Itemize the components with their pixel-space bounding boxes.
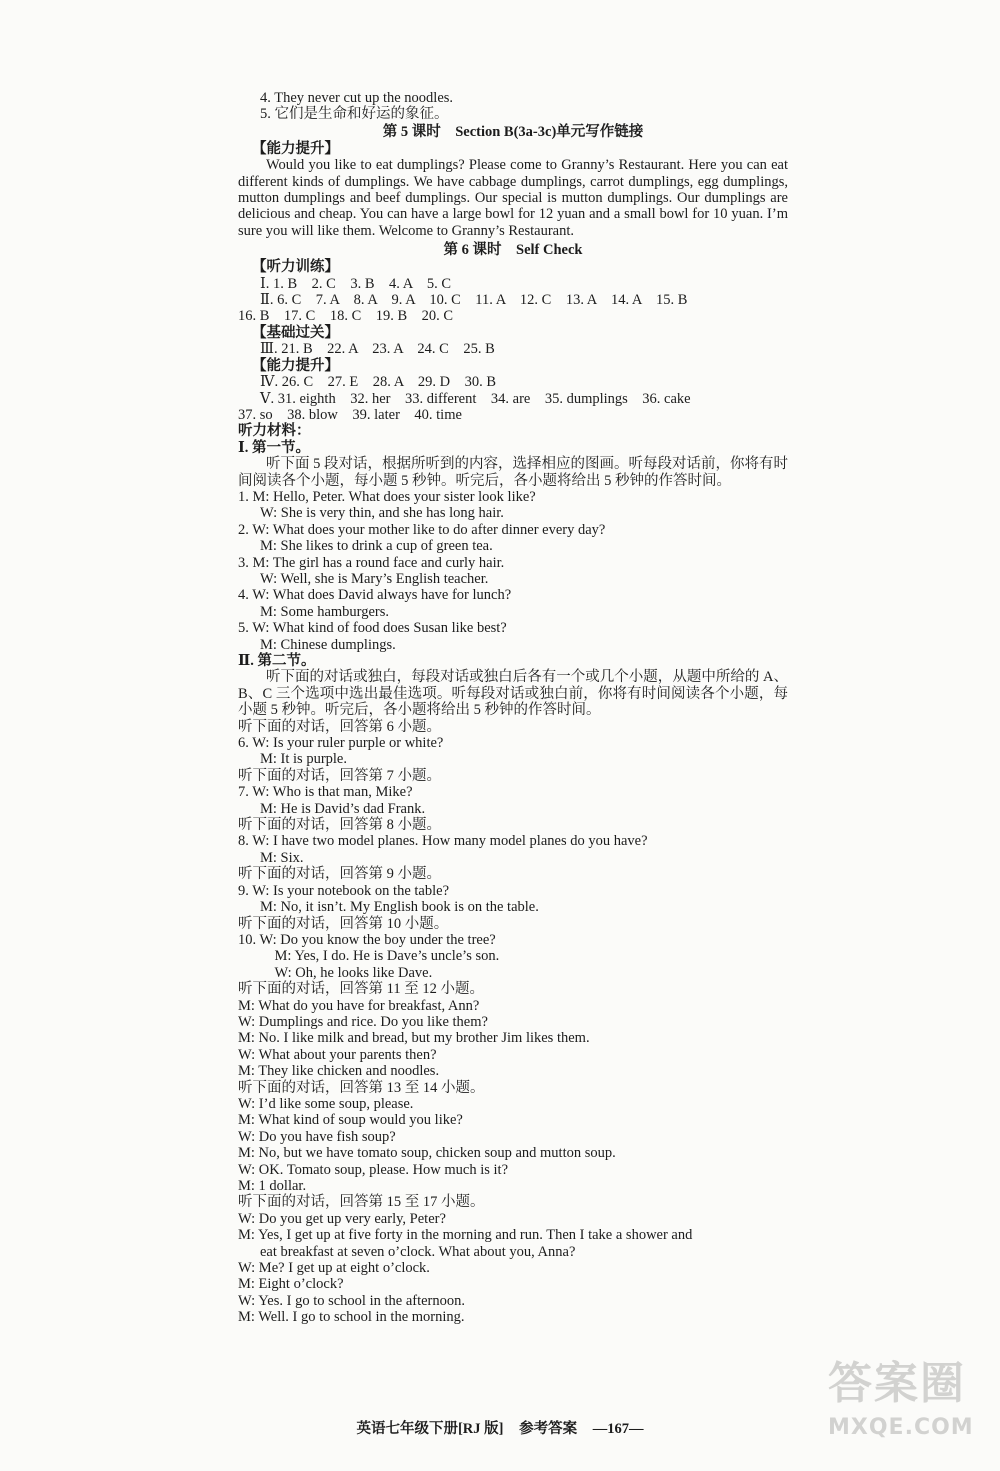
dialogue-line: M: No, but we have tomato soup, chicken soup and mutton soup. xyxy=(238,1145,616,1162)
dialogue-line: 1. M: Hello, Peter. What does your sister look like? xyxy=(238,488,536,505)
dialogue-line: 8. W: I have two model planes. How many model planes do you have? xyxy=(238,833,648,850)
dialogue-line: M: They like chicken and noodles. xyxy=(238,1063,440,1080)
lesson5-title: 第 5 课时 Section B(3a-3c)单元写作链接 xyxy=(382,123,644,140)
section1-label: Ⅰ. 第一节。 xyxy=(238,439,311,456)
dialogue-line: M: 1 dollar. xyxy=(238,1178,307,1194)
dialogue-line: M: Some hamburgers. xyxy=(260,603,390,620)
dialogue-line: W: Me? I get up at eight o’clock. xyxy=(238,1260,430,1277)
dialogue-line: 听下面的对话，回答第 9 小题。 xyxy=(238,866,441,883)
dialogue-line: W: OK. Tomato soup, please. How much is it? xyxy=(238,1161,509,1178)
answer-row-2a: Ⅱ. 6. C 7. A 8. A 9. A 10. C 11. A 12. C 13. A 14. A 15. B xyxy=(260,292,688,309)
dialogue-line: 听下面的对话，回答第 6 小题。 xyxy=(238,718,441,735)
watermark-line2: MXQE.COM xyxy=(828,1415,974,1440)
dialogue-line: W: Yes. I go to school in the afternoon. xyxy=(238,1292,466,1309)
watermark-logo xyxy=(828,1347,978,1457)
footer-page-number: —167— xyxy=(592,1421,644,1437)
dialogue-line: eat breakfast at seven o’clock. What about you, Anna? xyxy=(260,1243,576,1260)
ability-tag: 【能力提升】 xyxy=(252,140,339,157)
basic-tag: 【基础过关】 xyxy=(252,324,339,341)
section1-instructions: 听下面 5 段对话，根据所听到的内容，选择相应的图画。听每段对话前，你将有时间阅读各个小题，每小题 5 秒钟。听完后，各小题将给出 5 秒钟的作答时间。 xyxy=(238,456,788,489)
lesson5-essay: Would you like to eat dumplings? Please come to Granny’s Restaurant. Here you can eat different kinds of dumplings. We have cabbage dumplings, carrot dumplings, egg dumplings, mutton dumplings and beef dumplings. Our special is mutton dumplings. Our dumplings are delicious and cheap. You can have a large bowl for 12 yuan and a small bowl for 10 yuan. I’m sure you will like them. Welcome to Granny’s Restaurant. xyxy=(238,157,788,239)
dialogue-line: W: I’d like some soup, please. xyxy=(238,1095,414,1112)
dialogue-line: 9. W: Is your notebook on the table? xyxy=(238,882,450,899)
dialogue-line: 听下面的对话，回答第 13 至 14 小题。 xyxy=(238,1079,485,1096)
dialogue-line: 4. W: What does David always have for lunch? xyxy=(238,587,512,604)
dialogue-line: M: What do you have for breakfast, Ann? xyxy=(238,997,480,1014)
dialogue-line: 2. W: What does your mother like to do after dinner every day? xyxy=(238,521,606,538)
dialogue-line: W: Well, she is Mary’s English teacher. xyxy=(260,570,489,587)
section2-dialogues xyxy=(238,719,788,1326)
dialogue-line: M: Yes, I get up at five forty in the morning and run. Then I take a shower and xyxy=(238,1227,693,1244)
dialogue-line: W: Do you get up very early, Peter? xyxy=(238,1210,446,1227)
dialogue-line: 听下面的对话，回答第 11 至 12 小题。 xyxy=(238,981,484,998)
dialogue-line: M: Well. I go to school in the morning. xyxy=(238,1309,465,1326)
dialogue-line: W: She is very thin, and she has long hair. xyxy=(260,505,504,522)
dialogue-line: M: She likes to drink a cup of green tea. xyxy=(260,538,493,555)
dialogue-line: 7. W: Who is that man, Mike? xyxy=(238,784,413,801)
dialogue-line: M: No, it isn’t. My English book is on the table. xyxy=(260,899,539,916)
dialogue-line: M: Chinese dumplings. xyxy=(260,636,396,653)
dialogue-line: 10. W: Do you know the boy under the tree? xyxy=(238,931,496,948)
dialogue-line: M: It is purple. xyxy=(260,751,347,768)
dialogue-line: 5. W: What kind of food does Susan like best? xyxy=(238,620,507,637)
listening-material-label: 听力材料： xyxy=(238,423,311,440)
answer-row-5a: Ⅴ. 31. eighth 32. her 33. different 34. are 35. dumplings 36. cake xyxy=(260,390,691,407)
dialogue-line: 6. W: Is your ruler purple or white? xyxy=(238,735,444,752)
dialogue-line: 听下面的对话，回答第 15 至 17 小题。 xyxy=(238,1194,485,1211)
answer-row-1: Ⅰ. 1. B 2. C 3. B 4. A 5. C xyxy=(260,275,452,292)
dialogue-line: W: Oh, he looks like Dave. xyxy=(260,964,433,981)
watermark-line1: 答案圈 xyxy=(828,1358,966,1409)
page-content xyxy=(238,90,788,1326)
dialogue-line: W: Do you have fish soup? xyxy=(238,1128,396,1145)
dialogue-line: 听下面的对话，回答第 10 小题。 xyxy=(238,915,449,932)
ability-tag-2: 【能力提升】 xyxy=(252,357,339,374)
dialogue-line: 听下面的对话，回答第 8 小题。 xyxy=(238,817,441,834)
dialogue-line: W: What about your parents then? xyxy=(238,1046,437,1063)
answer-line: 5. 它们是生命和好运的象征。 xyxy=(260,106,449,123)
dialogue-line: 3. M: The girl has a round face and curly hair. xyxy=(238,554,505,571)
answer-row-3: Ⅲ. 21. B 22. A 23. A 24. C 25. B xyxy=(260,341,495,358)
section1-dialogues xyxy=(238,489,788,653)
answer-lines-top xyxy=(238,90,788,123)
answer-row-4: Ⅳ. 26. C 27. E 28. A 29. D 30. B xyxy=(260,374,497,391)
footer-book: 英语七年级下册[RJ 版] xyxy=(356,1421,504,1437)
dialogue-line: M: Six. xyxy=(260,849,304,866)
answer-row-2b: 16. B 17. C 18. C 19. B 20. C xyxy=(238,308,454,325)
answer-row-5b: 37. so 38. blow 39. later 40. time xyxy=(238,406,462,423)
footer-section: 参考答案 xyxy=(519,1421,578,1437)
dialogue-line: M: Eight o’clock? xyxy=(238,1276,344,1293)
lesson6-title: 第 6 课时 Self Check xyxy=(443,242,583,259)
dialogue-line: M: He is David’s dad Frank. xyxy=(260,800,426,817)
section2-instructions: 听下面的对话或独白，每段对话或独白后各有一个或几个小题，从题中所给的 A、B、C 三个选项中选出最佳选项。听每段对话或独白前，你将有时间阅读各个小题，每小题 5 秒钟。听完后，各小题将给出 5 秒钟的作答时间。 xyxy=(238,669,788,719)
dialogue-line: W: Dumplings and rice. Do you like them? xyxy=(238,1013,488,1030)
answer-line: 4. They never cut up the noodles. xyxy=(260,90,454,106)
dialogue-line: 听下面的对话，回答第 7 小题。 xyxy=(238,767,441,784)
listening-tag: 【听力训练】 xyxy=(252,259,339,276)
dialogue-line: M: Yes, I do. He is Dave’s uncle’s son. xyxy=(260,948,500,965)
section2-label: Ⅱ. 第二节。 xyxy=(238,653,316,669)
dialogue-line: M: What kind of soup would you like? xyxy=(238,1112,463,1129)
dialogue-line: M: No. I like milk and bread, but my brother Jim likes them. xyxy=(238,1030,590,1047)
